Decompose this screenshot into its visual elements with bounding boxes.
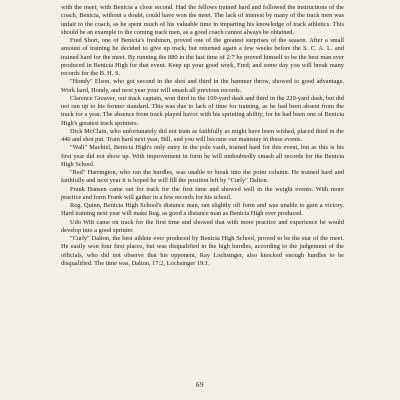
paragraph-frank-hansen: Frank Hansen came out for track for the first time and showed well in the weight events. With more practice and form Frank will gather in a few records for his school. (61, 185, 344, 201)
page-number: 69 (196, 381, 204, 389)
paragraph-udo-witt: Udo Witt came on track for the first time and showed that with more practice and experience he would develop into a good sprinter. (61, 218, 344, 234)
paragraph-clarence-greaver: Clarence Greaver, our track captain, won third in the 100-yard dash and third in the 220-yard dash, but did not run up to his former standard. This was due to lack of time for training, as he had been absent from the track for a year. The absence from track played havoc with his sprinting ability, for he had been one of Benicia High's greatest track sprinters. (61, 94, 344, 127)
paragraph-reg-quinn: Reg. Quinn, Benicia High School's distance man, ran slightly off form and was unable to gain a victory. Hard training next year will make Reg. as good a distance man as Benicia High ever produced. (61, 202, 344, 218)
paragraph-red-harrington: "Red" Harrington, who ran the hurdles, was unable to break into the point column. He trained hard and faithfully and next year it is hoped he will fill the position left by "Curly" Dalton. (61, 169, 344, 185)
paragraph-walt-machiel: "Walt" Machiel, Benicia High's only entry in the pole vault, trained hard for this event, but as this is his first year did not show up. With improvement in form he will undoubtedly smash all records for the Benicia High School. (61, 144, 344, 168)
paragraph-hondy-elson: "Hondy" Elson, who got second in the shot and third in the hammer throw, showed to good advantage. Work hard, Hondy, and next year your will smash all previous records. (61, 78, 344, 94)
paragraph-fred-short: Fred Short, one of Benicia's freshmen, proved one of the greatest surprises of the season. After a small amount of training he decided to give up track, but returned again a few weeks before the S. C. A. L. and trained hard for the meet. By running the 880 in the fast time of 2:7 he proved himself to be the best man ever produced in Benicia High for that event. Keep up your good work, Fred; and some day you will break many records for the B. H. S. (61, 37, 344, 77)
paragraph-track-meet-summary: with the meet, with Benicia a close second. Had the fellows trained hard and followed the instructions of the coach, Benicia, without a doubt, could have won the meet. The lack of interest by many of the track men was unfair to the coach, as he spent much of his valuable time in imparting his knowledge of track athletics. This should be an example to the coming track men, as a good coach cannot always be obtained. (61, 4, 344, 36)
paragraph-curly-dalton: "Curly" Dalton, the best athlete ever produced by Benicia High School, proved to be the star of the meet. He easily won four first places, but was disqualified in the high hurdles, according to the judgement of the officials, who did not observe that his opponent, Ray Lochsinger, also knocked enough hurdles to be disqualified. The time was, Dalton, 17:2, Lochsinger 19:1. (61, 235, 344, 267)
article-text (61, 4, 344, 268)
paragraph-dick-mcclain: Dick McClain, who unfortunately did not train as faithfully as might have been wished, placed third in the 440 and shot put. Train hard next year, Bill, and you will become our mainstay in these events. (61, 127, 344, 143)
